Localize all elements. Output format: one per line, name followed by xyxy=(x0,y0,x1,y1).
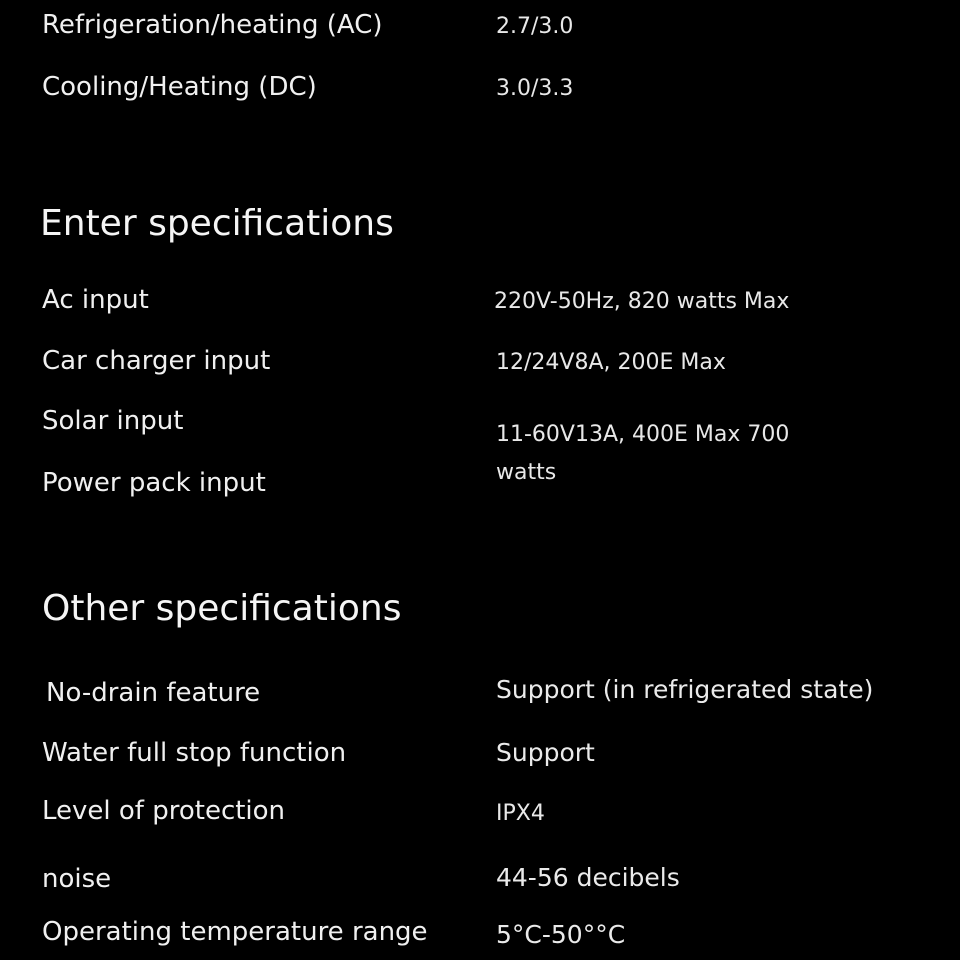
spec-value-solar-input-line1: 11-60V13A, 400E Max 700 xyxy=(496,422,790,447)
section-heading-other-specifications: Other specifications xyxy=(42,588,402,629)
spec-label-refrigeration-ac: Refrigeration/heating (AC) xyxy=(42,10,383,40)
spec-value-solar-input-line2: watts xyxy=(496,460,557,485)
spec-value-cooling-dc: 3.0/3.3 xyxy=(496,76,574,101)
spec-label-car-charger-input: Car charger input xyxy=(42,346,271,376)
spec-value-noise: 44-56 decibels xyxy=(496,863,680,892)
spec-label-water-full-stop: Water full stop function xyxy=(42,738,347,768)
spec-value-ac-input: 220V-50Hz, 820 watts Max xyxy=(494,289,790,314)
spec-value-car-charger-input: 12/24V8A, 200E Max xyxy=(496,350,726,375)
spec-label-operating-temperature: Operating temperature range xyxy=(42,917,428,947)
spec-label-solar-input: Solar input xyxy=(42,406,184,436)
spec-value-refrigeration-ac: 2.7/3.0 xyxy=(496,14,574,39)
spec-label-cooling-dc: Cooling/Heating (DC) xyxy=(42,72,317,102)
spec-value-no-drain-feature: Support (in refrigerated state) xyxy=(496,675,874,704)
spec-label-power-pack-input: Power pack input xyxy=(42,468,266,498)
spec-value-level-of-protection: IPX4 xyxy=(496,801,545,826)
spec-label-noise: noise xyxy=(42,864,112,894)
spec-label-no-drain-feature: No-drain feature xyxy=(46,678,261,708)
spec-label-ac-input: Ac input xyxy=(42,285,149,315)
spec-label-level-of-protection: Level of protection xyxy=(42,796,286,826)
spec-value-operating-temperature: 5°C-50°°C xyxy=(496,920,626,949)
section-heading-enter-specifications: Enter specifications xyxy=(40,203,394,244)
spec-value-water-full-stop: Support xyxy=(496,738,595,767)
